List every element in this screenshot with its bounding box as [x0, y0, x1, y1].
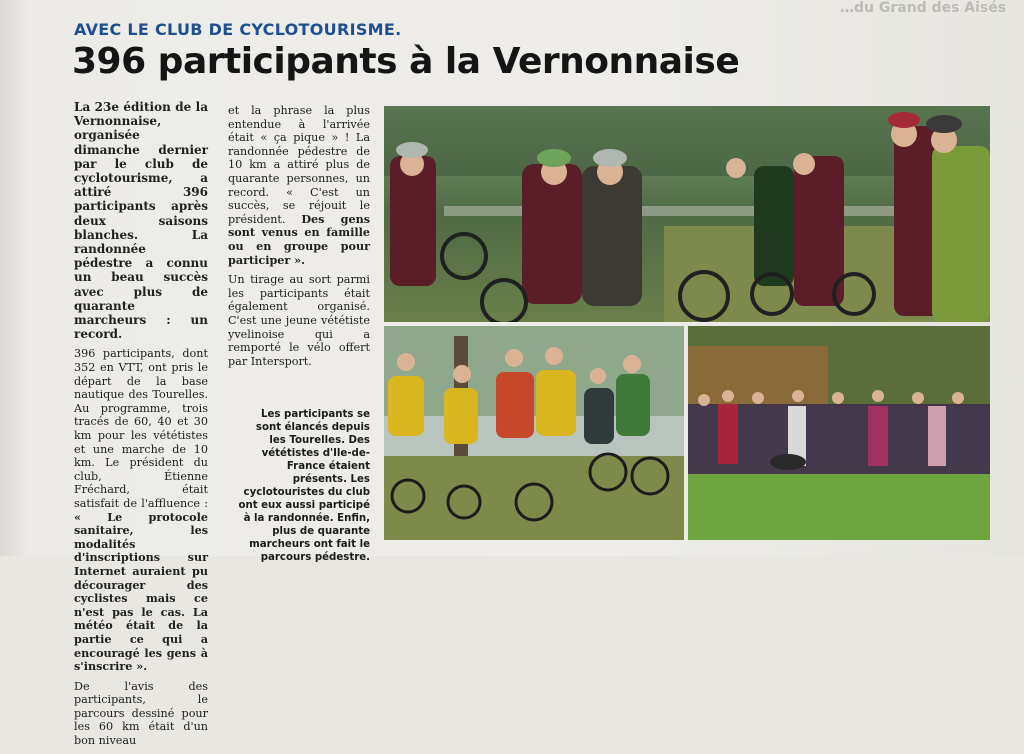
- photo-cyclists-group-top: [384, 106, 990, 322]
- paragraph-3-text: et la phrase la plus entendue à l'arrivée était « ça pique » ! La randonnée pédestre de 10 km a attiré plus de quarante personnes, un record. « C'est un succès, se réjouit le président.: [228, 104, 370, 226]
- kicker: AVEC LE CLUB DE CYCLOTOURISME.: [74, 20, 402, 39]
- headline: 396 participants à la Vernonnaise: [72, 41, 740, 82]
- text-column-2: [228, 104, 370, 374]
- paragraph-1: [74, 347, 208, 673]
- quote-2: Des gens sont venus en famille ou en groupe pour participer ».: [228, 211, 371, 267]
- photo-marcheurs: [688, 326, 990, 540]
- photo-caption: Les participants se sont élancés depuis les Tourelles. Des vététistes d'Ile-de-France étaient présents. Les cyclotouristes du club ont eux aussi participé à la randonnée. Enfin, plus de quarante marcheurs ont fait le parcours pédestre.: [238, 409, 370, 563]
- paragraph-1-text: 396 participants, dont 352 en VTT, ont pris le départ de la base nautique des Tourelles. Au programme, trois tracés de 60, 40 et 30 km pour les vététistes et une marche de 10 km. Le président du club, Étienne Fréchard, était satisfait de l'affluence :: [74, 347, 208, 510]
- text-column-1: [74, 100, 208, 754]
- bleed-through-text: …du Grand des Aisés: [840, 0, 1007, 16]
- lead-paragraph: La 23e édition de la Vernonnaise, organisée dimanche dernier par le club de cyclotourisme, a attiré 396 participants après deux saisons blanches. La randonnée pédestre a connu un beau succès avec plus de quarante marcheurs : un record.: [74, 100, 208, 342]
- paragraph-3: [228, 104, 370, 267]
- paragraph-2: De l'avis des participants, le parcours dessiné pour les 60 km était d'un bon niveau: [74, 679, 208, 748]
- quote-1: « Le protocole sanitaire, les modalités d'inscriptions sur Internet auraient pu décourager des cyclistes mais ce n'est pas le cas. La météo était de la partie ce qui a encouragé les gens à s'inscrire ».: [74, 509, 208, 674]
- paragraph-4: Un tirage au sort parmi les participants était également organisé. C'est une jeune vététiste yvelinoise qui a remporté le vélo offert par Intersport.: [228, 273, 370, 368]
- photo-vttistes: [384, 326, 684, 540]
